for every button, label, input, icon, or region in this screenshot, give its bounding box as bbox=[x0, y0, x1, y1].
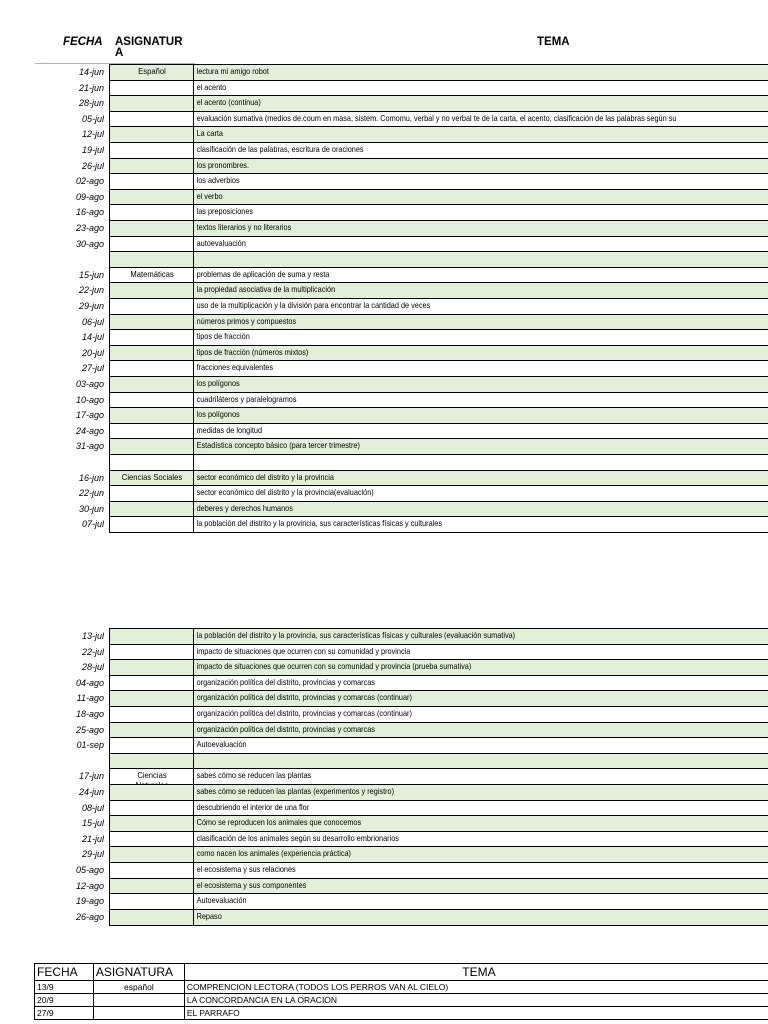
row-date: 22-jul bbox=[81, 646, 104, 657]
table-row bbox=[0, 784, 768, 800]
row-date: 13/9 bbox=[35, 981, 94, 994]
row-topic-cell bbox=[193, 189, 768, 206]
row-subject-cell bbox=[109, 846, 194, 863]
row-date: 31-ago bbox=[75, 441, 104, 452]
row-topic: problemas de aplicación de suma y resta bbox=[196, 268, 330, 279]
table3-header-fecha: FECHA bbox=[35, 964, 94, 981]
row-topic-cell bbox=[193, 126, 768, 143]
row-subject-cell bbox=[109, 345, 194, 362]
table-row bbox=[0, 722, 768, 738]
row-topic-cell bbox=[193, 204, 768, 221]
row-topic-cell bbox=[193, 376, 768, 393]
row-topic: LA CONCORDANCIA EN LA ORACION bbox=[184, 994, 768, 1007]
row-date: 26-ago bbox=[75, 911, 104, 922]
row-date: 24-jun bbox=[78, 787, 104, 797]
row-topic: sector económico del distrito y la provincia(evaluación) bbox=[196, 487, 374, 498]
row-topic: Autoevaluación bbox=[196, 895, 247, 906]
table3-header-tema: TEMA bbox=[184, 964, 768, 981]
row-topic: EL PARRAFO bbox=[184, 1007, 768, 1020]
row-date: 30-ago bbox=[75, 238, 104, 249]
row-subject-cell bbox=[109, 360, 194, 377]
table-row bbox=[35, 994, 768, 1007]
row-topic-cell bbox=[193, 470, 768, 487]
row-date: 14-jun bbox=[78, 67, 104, 77]
row-subject: Matemáticas bbox=[130, 268, 174, 279]
row-topic: autoevaluación bbox=[196, 237, 246, 248]
row-topic-cell bbox=[193, 438, 768, 455]
row-topic-cell bbox=[193, 893, 768, 910]
row-topic-cell bbox=[193, 800, 768, 817]
table-row bbox=[0, 267, 768, 283]
row-topic-cell bbox=[193, 407, 768, 424]
row-date: 21-jun bbox=[78, 82, 104, 93]
row-date: 18-ago bbox=[75, 709, 104, 719]
row-date: 11-ago bbox=[76, 693, 104, 704]
row-subject-cell bbox=[109, 800, 194, 817]
row-topic-cell bbox=[193, 815, 768, 832]
row-topic: clasificación de las palabras, escritura de oraciones bbox=[196, 144, 364, 154]
header-asignatura: ASIGNATURA bbox=[115, 36, 183, 59]
table-row bbox=[0, 628, 768, 644]
table-row bbox=[35, 981, 768, 994]
table-row bbox=[0, 831, 768, 847]
row-date: 04-ago bbox=[75, 677, 104, 688]
row-subject-cell bbox=[109, 831, 194, 848]
row-date: 29-jul bbox=[81, 849, 104, 860]
row-date: 12-jul bbox=[81, 129, 104, 140]
row-topic: evaluación sumativa (medios de.coum en masa, sistem. Comomu, verbal y no verbal te de la carta, el acento, clasificación de las palabras según su bbox=[196, 112, 677, 123]
row-topic: los polígonos bbox=[196, 378, 240, 388]
row-date: 16-ago bbox=[75, 207, 104, 218]
table-row bbox=[0, 173, 768, 189]
table-row bbox=[0, 690, 768, 706]
row-subject-cell bbox=[109, 815, 194, 832]
row-subject-cell bbox=[109, 142, 194, 159]
row-topic-cell bbox=[193, 659, 768, 676]
row-date: 17-ago bbox=[75, 410, 104, 421]
row-topic-cell bbox=[193, 846, 768, 863]
row-subject-cell bbox=[109, 644, 194, 661]
row-subject-cell bbox=[109, 659, 194, 676]
row-topic: clasificación de los animales según su desarrollo embrionarios bbox=[196, 832, 399, 843]
table-row bbox=[0, 659, 768, 675]
row-topic-cell bbox=[193, 909, 768, 926]
table-row bbox=[0, 126, 768, 142]
row-subject bbox=[93, 994, 184, 1007]
row-topic: los pronombres. bbox=[196, 159, 249, 170]
row-subject: español bbox=[93, 981, 184, 994]
row-topic: cuadriláteros y paralelogramos bbox=[196, 393, 297, 404]
table-row bbox=[0, 893, 768, 909]
row-topic-cell bbox=[193, 784, 768, 801]
table-row bbox=[0, 158, 768, 174]
row-topic: la población del distrito y la provincia, sus características físicas y culturales bbox=[196, 518, 442, 529]
table-row bbox=[0, 753, 768, 769]
row-topic-cell bbox=[193, 737, 768, 754]
row-subject-cell bbox=[109, 878, 194, 895]
row-topic: impacto de situaciones que ocurren con su comunidad y provincia bbox=[196, 645, 411, 656]
row-topic-cell bbox=[193, 95, 768, 112]
row-subject-cell bbox=[109, 314, 194, 331]
row-date: 30-jun bbox=[78, 503, 104, 514]
row-topic: el acento (continua) bbox=[196, 97, 261, 108]
table-row bbox=[0, 204, 768, 220]
table-row bbox=[0, 815, 768, 831]
row-subject-cell bbox=[109, 392, 194, 409]
row-topic-cell bbox=[193, 706, 768, 723]
row-topic-cell bbox=[193, 501, 768, 518]
table-row bbox=[0, 423, 768, 439]
row-topic-cell bbox=[193, 329, 768, 346]
row-topic: la población del distrito y la provincia, sus características físicas y culturales (evaluación sumativa) bbox=[196, 630, 516, 640]
row-topic: tipos de fracción bbox=[196, 331, 250, 342]
row-subject: Español bbox=[138, 66, 166, 76]
row-topic: lectura mi amigo robot bbox=[196, 66, 269, 76]
row-subject-cell bbox=[109, 909, 194, 926]
row-topic: deberes y derechos humanos bbox=[196, 502, 293, 513]
row-subject-cell bbox=[109, 204, 194, 221]
row-date: 20-jul bbox=[81, 347, 104, 358]
row-topic-cell bbox=[193, 423, 768, 440]
row-topic: los polígonos bbox=[196, 409, 240, 420]
row-topic: Autoevaluación bbox=[196, 739, 247, 750]
row-topic: organización política del distrito, provincias y comarcas bbox=[196, 723, 375, 734]
row-subject-cell bbox=[109, 298, 194, 315]
row-topic-cell bbox=[193, 628, 768, 645]
row-topic-cell bbox=[193, 753, 768, 770]
row-subject-cell bbox=[109, 501, 194, 518]
row-date: 22-jun bbox=[78, 488, 104, 499]
row-subject-cell bbox=[109, 893, 194, 910]
row-date: 09-ago bbox=[75, 191, 104, 202]
table-row bbox=[0, 329, 768, 345]
row-topic: organización política del distrito, provincias y comarcas (continuar) bbox=[196, 708, 412, 718]
row-subject-cell bbox=[109, 706, 194, 723]
row-topic: sabes cómo se reducen las plantas (experimentos y registro) bbox=[196, 786, 395, 796]
row-subject-cell bbox=[109, 454, 194, 471]
row-date: 08-jul bbox=[81, 802, 104, 813]
row-topic-cell bbox=[193, 220, 768, 237]
row-date: 25-ago bbox=[75, 724, 104, 735]
row-date: 13-jul bbox=[81, 631, 104, 641]
row-topic: las preposiciones bbox=[196, 206, 254, 217]
table-row bbox=[0, 878, 768, 894]
row-subject-cell bbox=[109, 628, 194, 645]
header-tema: TEMA bbox=[537, 36, 570, 48]
row-date: 20/9 bbox=[35, 994, 94, 1007]
row-subject-cell bbox=[109, 485, 194, 502]
table-row bbox=[0, 846, 768, 862]
row-topic: organización política del distrito, provincias y comarcas (continuar) bbox=[196, 692, 412, 703]
table-row bbox=[0, 236, 768, 252]
row-date: 24-ago bbox=[75, 425, 104, 436]
row-date: 01-sep bbox=[76, 740, 104, 751]
row-subject-cell bbox=[109, 189, 194, 206]
row-date: 15-jun bbox=[78, 269, 104, 280]
row-subject-cell bbox=[109, 126, 194, 143]
table-row bbox=[0, 95, 768, 111]
row-topic: tipos de fracción (números mixtos) bbox=[196, 346, 309, 357]
row-topic: el acento bbox=[196, 81, 227, 92]
row-topic-cell bbox=[193, 158, 768, 175]
table-row bbox=[0, 64, 768, 80]
header-fecha: FECHA bbox=[63, 36, 103, 48]
row-topic: la propiedad asociativa de la multiplicación bbox=[196, 284, 336, 295]
table-row bbox=[0, 675, 768, 691]
row-subject bbox=[93, 1007, 184, 1020]
row-topic: impacto de situaciones que ocurren con su comunidad y provincia (prueba sumativa) bbox=[196, 661, 472, 672]
row-date: 27-jul bbox=[81, 363, 104, 374]
row-topic: sector económico del distrito y la provincia bbox=[196, 471, 334, 482]
row-topic-cell bbox=[193, 454, 768, 471]
row-topic: sabes cómo se reducen las plantas bbox=[196, 770, 312, 781]
row-subject-cell bbox=[109, 675, 194, 692]
row-topic-cell bbox=[193, 690, 768, 707]
table-row bbox=[0, 737, 768, 753]
row-topic: textos literarios y no literarios bbox=[196, 222, 292, 232]
row-topic-cell bbox=[193, 64, 768, 81]
row-subject-cell bbox=[109, 111, 194, 128]
row-subject-cell bbox=[109, 236, 194, 253]
table-row bbox=[0, 282, 768, 298]
row-date: 21-jul bbox=[81, 833, 104, 844]
row-topic: organización política del distrito, provincias y comarcas bbox=[196, 676, 375, 687]
row-subject-cell bbox=[109, 95, 194, 112]
row-date: 28-jun bbox=[78, 98, 104, 109]
table-row bbox=[0, 345, 768, 361]
row-date: 10-ago bbox=[75, 394, 104, 405]
table3-header-asignatura: ASIGNATURA bbox=[93, 964, 184, 981]
table-row bbox=[0, 438, 768, 454]
row-subject-cell bbox=[109, 376, 194, 393]
table-row bbox=[0, 800, 768, 816]
row-topic-cell bbox=[193, 516, 768, 533]
row-date: 22-jun bbox=[78, 285, 104, 296]
row-date: 28-jul bbox=[81, 662, 104, 673]
table-row bbox=[0, 80, 768, 96]
row-date: 19-ago bbox=[75, 896, 104, 907]
row-topic-cell bbox=[193, 768, 768, 785]
row-topic-cell bbox=[193, 392, 768, 409]
table-row bbox=[0, 111, 768, 127]
row-date: 06-jul bbox=[81, 316, 104, 327]
row-date: 26-jul bbox=[81, 160, 104, 171]
row-subject-cell bbox=[109, 737, 194, 754]
table-row bbox=[0, 454, 768, 470]
row-subject-cell bbox=[109, 753, 194, 770]
row-topic-cell bbox=[193, 267, 768, 284]
row-topic-cell bbox=[193, 360, 768, 377]
row-date: 27/9 bbox=[35, 1007, 94, 1020]
row-subject-cell bbox=[109, 220, 194, 237]
row-date: 29-jun bbox=[78, 301, 104, 311]
row-topic-cell bbox=[193, 142, 768, 159]
row-topic: COMPRENCION LECTORA (TODOS LOS PERROS VAN AL CIELO) bbox=[184, 981, 768, 994]
row-date: 15-jul bbox=[81, 818, 104, 829]
row-topic-cell bbox=[193, 878, 768, 895]
row-subject-cell bbox=[109, 282, 194, 299]
row-topic: el ecosistema y sus componentes bbox=[196, 879, 307, 890]
schedule-table-3 bbox=[34, 963, 768, 1020]
row-topic: La carta bbox=[196, 128, 223, 139]
table-row bbox=[0, 360, 768, 376]
row-topic-cell bbox=[193, 644, 768, 661]
row-topic-cell bbox=[193, 675, 768, 692]
row-subject-cell bbox=[109, 80, 194, 97]
table-row bbox=[0, 189, 768, 205]
table-row bbox=[0, 376, 768, 392]
row-subject-cell bbox=[109, 516, 194, 533]
row-date: 23-ago bbox=[75, 223, 104, 233]
table-row bbox=[0, 909, 768, 925]
row-topic: Cómo se reproducen los animales que conocemos bbox=[196, 817, 362, 828]
row-topic-cell bbox=[193, 282, 768, 299]
row-date: 05-jul bbox=[81, 113, 104, 124]
table-row bbox=[0, 392, 768, 408]
row-topic-cell bbox=[193, 831, 768, 848]
table-row bbox=[0, 407, 768, 423]
row-subject-cell bbox=[109, 407, 194, 424]
row-subject-cell bbox=[109, 329, 194, 346]
row-date: 16-jun bbox=[78, 472, 104, 483]
row-topic: uso de la multiplicación y la división para encontrar la cantidad de veces bbox=[196, 300, 431, 310]
row-date: 03-ago bbox=[75, 379, 104, 389]
table3-header-row bbox=[35, 964, 768, 981]
row-date: 14-jul bbox=[81, 332, 104, 343]
row-topic: números primos y compuestos bbox=[196, 315, 297, 326]
row-date: 05-ago bbox=[75, 865, 104, 875]
table-row bbox=[0, 220, 768, 236]
table-row bbox=[0, 485, 768, 501]
row-topic-cell bbox=[193, 862, 768, 879]
table-row bbox=[0, 768, 768, 784]
row-subject-cell bbox=[109, 690, 194, 707]
row-topic-cell bbox=[193, 80, 768, 97]
row-subject-cell bbox=[109, 722, 194, 739]
row-date: 07-jul bbox=[81, 519, 104, 530]
table-row bbox=[0, 644, 768, 660]
row-subject-cell bbox=[109, 423, 194, 440]
row-topic-cell bbox=[193, 485, 768, 502]
table-row bbox=[0, 298, 768, 314]
row-topic: medidas de longitud bbox=[196, 424, 263, 435]
row-date: 02-ago bbox=[75, 176, 104, 187]
row-topic: descubriendo el interior de una flor bbox=[196, 801, 310, 812]
row-topic: como nacen los animales (experiencia práctica) bbox=[196, 848, 351, 859]
row-topic: Repaso bbox=[196, 910, 222, 921]
row-subject: Ciencias Sociales bbox=[121, 471, 183, 482]
row-subject-cell bbox=[109, 173, 194, 190]
row-topic-cell bbox=[193, 111, 768, 128]
row-date: 17-jun bbox=[78, 771, 104, 782]
row-topic-cell bbox=[193, 173, 768, 190]
table-row bbox=[0, 314, 768, 330]
row-subject-cell bbox=[109, 784, 194, 801]
row-subject-cell bbox=[109, 862, 194, 879]
row-topic-cell bbox=[193, 251, 768, 268]
table-row bbox=[0, 251, 768, 267]
row-topic-cell bbox=[193, 314, 768, 331]
row-topic: Estadística concepto básico (para tercer trimestre) bbox=[196, 440, 360, 451]
row-subject-cell bbox=[109, 438, 194, 455]
row-topic-cell bbox=[193, 236, 768, 253]
table-row bbox=[0, 706, 768, 722]
row-topic-cell bbox=[193, 722, 768, 739]
table-row bbox=[0, 470, 768, 486]
table-row bbox=[0, 862, 768, 878]
row-subject-cell bbox=[109, 251, 194, 268]
row-subject: Ciencias bbox=[137, 770, 167, 781]
table-row bbox=[0, 516, 768, 532]
table-row bbox=[35, 1007, 768, 1020]
table-row bbox=[0, 142, 768, 158]
row-topic: fracciones equivalentes bbox=[196, 362, 273, 373]
row-date: 19-jul bbox=[81, 145, 104, 155]
row-topic: los adverbios bbox=[196, 175, 240, 186]
row-subject-cell bbox=[109, 158, 194, 175]
row-topic: el verbo bbox=[196, 190, 223, 201]
table-row bbox=[0, 501, 768, 517]
row-topic-cell bbox=[193, 298, 768, 315]
row-date: 12-ago bbox=[75, 880, 104, 891]
row-topic: el ecosistema y sus relaciones bbox=[196, 864, 296, 874]
row-topic-cell bbox=[193, 345, 768, 362]
